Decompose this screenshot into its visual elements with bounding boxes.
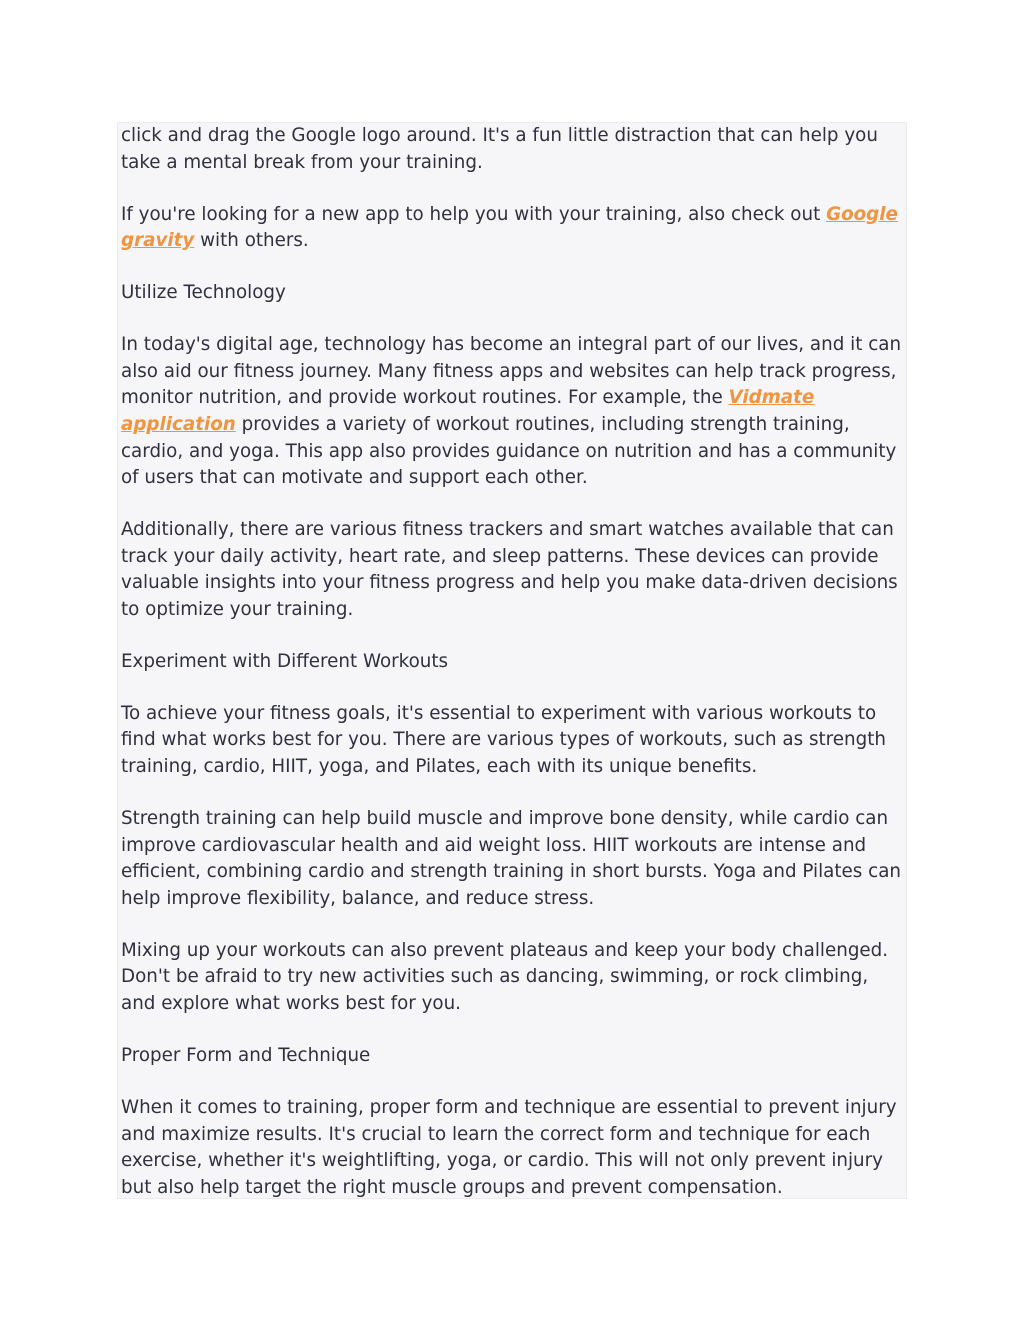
paragraph-text: In today's digital age, technology has become an integral part of our lives, and it can also aid our fitness journey. Many fitness apps and websites can help track progress, monitor nutrition, and provide workout routines. For example, the: [121, 334, 902, 409]
heading-proper-form: Proper Form and Technique: [121, 1044, 371, 1066]
google-gravity-link[interactable]: Google gravity: [121, 203, 898, 252]
paragraph-technology: [121, 332, 905, 492]
paragraph-mixing-workouts: Mixing up your workouts can also prevent plateaus and keep your body challenged. Don't be afraid to try new activities such as dancing, swimming, or rock climbing, and explore what works best for you.: [121, 939, 889, 1014]
paragraph-text: provides a variety of workout routines, including strength training, cardio, and yoga. This app also provides guidance on nutrition and has a community of users that can motivate and support each other.: [121, 413, 897, 489]
paragraph-google-gravity: [121, 202, 905, 255]
paragraph-text: If you're looking for a new app to help you with your training, also check out: [121, 203, 827, 225]
paragraph-text: with others.: [194, 230, 309, 252]
paragraph-workout-types: To achieve your fitness goals, it's essential to experiment with various workouts to find what works best for you. There are various types of workouts, such as strength training, cardio, HIIT, yoga, and Pilates, each with its unique benefits.: [121, 702, 886, 778]
paragraph-workout-benefits: Strength training can help build muscle and improve bone density, while cardio can improve cardiovascular health and aid weight loss. HIIT workouts are intense and efficient, combining cardio and strength training in short bursts. Yoga and Pilates can help improve flexibility, balance, and reduce stress.: [121, 808, 901, 909]
article-body: [121, 123, 905, 1227]
vidmate-application-link[interactable]: Vidmate application: [121, 387, 815, 435]
paragraph-form-technique: When it comes to training, proper form and technique are essential to prevent injury and maximize results. It's crucial to learn the correct form and technique for each exercise, whether it's weightlifting, yoga, or cardio. This will not only prevent injury but also help target the right muscle groups and prevent compensation.: [121, 1096, 897, 1198]
heading-experiment-workouts: Experiment with Different Workouts: [121, 650, 449, 672]
heading-utilize-technology: Utilize Technology: [121, 282, 286, 304]
paragraph-fitness-trackers: Additionally, there are various fitness trackers and smart watches available that can track your daily activity, heart rate, and sleep patterns. These devices can provide valuable insights into your fitness progress and help you make data-driven decisions to optimize your training.: [121, 519, 898, 620]
article-panel: [117, 122, 907, 1199]
paragraph-google-logo: click and drag the Google logo around. It's a fun little distraction that can help you take a mental break from your training.: [121, 125, 878, 173]
